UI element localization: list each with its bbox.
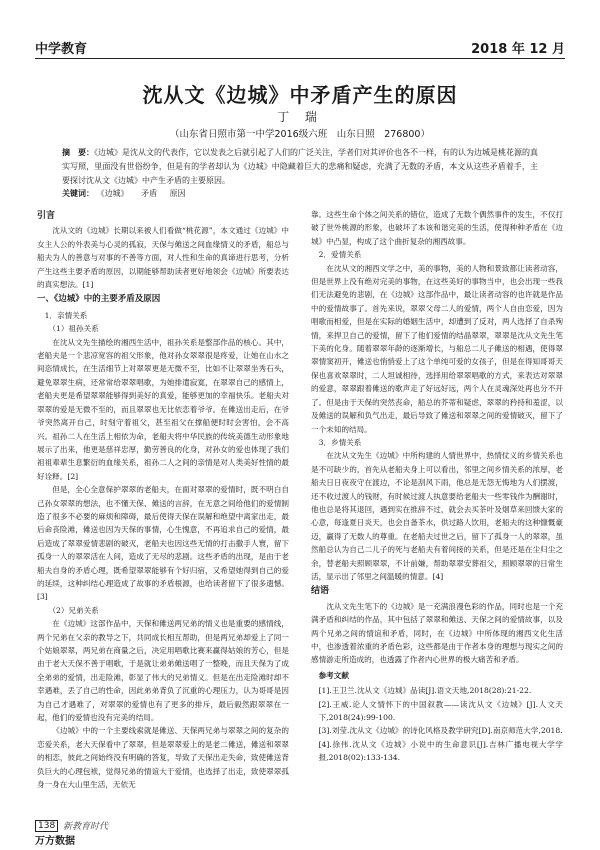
- abstract-text: 《边城》是沈从文的代表作，它以发表之后就引起了人们的广泛关注，学者们对其评价也各不一样，有的认为边城是桃花源的真实写照，里面没有世俗纷争，但是有的学者却认为《边城》中隐藏着巨大的悲痛和疑虑，充满了无数的矛盾，本文从这些矛盾着手，主要探讨沈从文《边城》中产生矛盾的主要原因。: [62, 148, 538, 185]
- body-column-right: [311, 208, 563, 765]
- reference-item: [1].王卫兰.沈从文《边城》品读[J].语文天地,2018(28):21-22.: [318, 686, 532, 696]
- running-header: [35, 38, 565, 59]
- paragraph: 靠。这些生命个体之间关系的错位，造成了无数个偶然事件的发生，不仅打破了世外桃源的形象，也破坏了本该和谐完美的生活，使得种种矛盾在《边城》中凸显，构成了这个曲折复杂的湘西故事。: [311, 210, 563, 246]
- journal-seal: 新教育时代: [63, 822, 109, 832]
- journal-name: 中学教育: [35, 42, 88, 57]
- reference-item: [2].王威.论人文情怀下的中国叙教——读沈从文《边城》[J].人文天下,2018(24):99-100.: [318, 699, 563, 723]
- author-affiliation: （山东省日照市第一中学2016级六班 山东日照 276800）: [170, 129, 430, 140]
- paragraph: 在沈从文的湘西文学之中，美的事物，美的人物和景致都让读者动容，但是世界上没有绝对完美的事物，在这些美好的事物当中，也会出现一些我们无法避免的悲剧，在《边城》这部作品中，最让读者动容的也许就是作品中的爱情故事了。首先来说，翠翠父母二人的爱情，两个人自由恋爱，因为唱歌而相爱，但是在实际的婚姻生活中，却遭到了反对，两人选择了自杀殉情，来捍卫自己的爱情，留下了他们爱情的结晶翠翠，翠翠是沈从文先生笔下美的化身。随着翠翠年龄的逐渐增长，与船总二儿子傩送的相遇，使得翠翠情窦初开，傩送也悄悄爱上了这个单纯可爱的女孩子，但是在得知哥哥天保也喜欢翠翠时，二人坦诚相待，选择用给翠翠唱歌的方式，来表达对翠翠的爱意，翠翠跟着傩送的歌声走了好远好远，两个人在灵魂深处再也分不开了。但是由于天保的突然丧命，船总的芥蒂和疑虑，翠翠的矜持和羞涩，以及傩送的误解和负气出走，最后导致了傩送和翠翠之间的爱情破灭，留下了一个未知的结局。: [311, 263, 563, 434]
- page-number: 138: [35, 820, 58, 832]
- paragraph: 在沈从文先生《边城》中所构建的人情世界中，热情仗义的乡情关系也是不可缺少的，首先从老船夫身上可以看出，邻里之间乡情关系的浓厚，老船夫日日夜夜守在渡边，不论是刮风下雨，他总是无怨无悔地为人们摆渡，还不收过渡人的钱财，有时候过渡人执意要给老船夫一些零钱作为酬谢时，他也总是将其退回，遇到实在推辞不过，就会去买茶叶及烟草来回馈大家的心意，每逢夏日炎天，也会自备茶水，供过路人饮用，老船夫的这种慷慨豪迈，赢得了无数人的尊重。在老船夫过世之后，留下了孤身一人的翠翠，虽然船总认为自己二儿子的死与老船夫有着间接的关系，但是还是在尘归尘之余，替老船夫照顾翠翠，不计前嫌，帮助翠翠安葬祖父，照顾翠翠的日常生活，显示出了邻里之间温暖的情意。[4]: [311, 451, 563, 581]
- keyword: 矛盾: [141, 189, 158, 198]
- page-footer: [35, 820, 235, 847]
- keywords-label: 关键词：: [62, 189, 94, 198]
- section-title: 引言: [37, 211, 56, 221]
- reference-item: [4].徐伟.沈从文《边城》小说中的生命意识[J].吉林广播电视大学学报,2018(02):133-134.: [318, 739, 563, 763]
- reference-item: [3].刘莹.沈从文《边城》的诗化风格及教学研究[D].南京师范大学,2018.: [318, 726, 563, 736]
- paragraph: 《边城》中的一个主要线索就是傩送、天保两兄弟与翠翠之间的复杂的恋爱关系，老大天保看中了翠翠，但是翠翠爱上的是老二傩送，傩送和翠翠的相恋，彼此之间始终没有明确的答复，导致了天保出走失命，致使傩送背负巨大的心理包袱，觉得兄弟的情谊大于爱情，也选择了出走，致使翠翠孤身一身在大山里生活，无依无: [37, 726, 289, 790]
- author-name: 丁 瑞: [277, 110, 323, 124]
- section-heading: 一、《边城》中的主要矛盾及原因: [37, 294, 161, 305]
- subsection-heading: 3．乡情关系: [318, 437, 362, 447]
- subsection-heading: 1．亲情关系: [44, 310, 88, 320]
- subsubsection-heading: （2）兄弟关系: [48, 605, 99, 615]
- subsubsection-heading: （1）祖孙关系: [48, 324, 99, 334]
- paragraph: 沈从文的《边城》长期以来被人们看做“桃花源”，本文通过《边城》中女主人公的外表美与心灵的孤寂，天保与傩送之间血缘情义的矛盾，船总与船夫为人的善意与对事的不善等方面，对人性和生命的真谛进行思考，分析产生这些主要矛盾的原因，以期能够帮助读者更好地领会《边城》所要表达的真实想法。[1]: [37, 226, 289, 290]
- paragraph: 但是，全心全意保护翠翠的老船夫，在面对翠翠的爱情时，既不明白自己孙女翠翠的想法，也不懂天保、傩送的言辞，在无意之间给他们的爱情制造了很多不必要的麻烦和障碍，最后使得天保在误解和绝望中离家出走，最后命丧险滩，傩送也因为天保的事情，心生愧意，不再追求自己的爱情，最后造成了翠翠爱情悲剧的破灭，老船夫也因这些无情的打击撒手人寰，留下孤身一人的翠翠活在人间，造成了无尽的悲剧。这些矛盾的出现，是由于老船夫自身的矛盾心理，既希望翠翠能够有个好归宿，又希望她得到自己的爱的延续，这种纠结心理造成了故事的矛盾根源，也给读者留下了很多遗憾。[3]: [37, 485, 289, 602]
- abstract-label: 摘 要：: [62, 148, 94, 157]
- keyword: 《边城》: [96, 189, 129, 198]
- paragraph: 在《边城》这部作品中，天保和傩送两兄弟的情义也是重要的感情线，两个兄弟在父亲的教导之下，共同成长相互帮助，但是两兄弟却爱上了同一个姑娘翠翠，两兄弟在商量之后，决定用唱歌比赛来赢得姑娘的芳心，但是由于老大天保不善于唱歌，于是就让弟弟傩送唱了一整晚，而且天保为了成全弟弟的爱情，出走险滩，彰显了伟大的兄弟情义。但是在出走险滩时却不幸遇难，丢了自己的性命，因此弟弟背负了沉重的心理压力，认为哥哥是因为自己才遇难了，对翠翠的爱情也有了更多的排斥，最后毅然跟翠翠在一起，他们的爱情也没有完美的结局。: [37, 619, 289, 723]
- subsection-heading: 2．爱情关系: [318, 250, 362, 260]
- paragraph: 在沈从文先生描绘的湘西生活中，祖孙关系是整部作品的核心。其中，老船夫是一个悲凉宽容的祖父形象，他对孙女翠翠很是疼爱，让她在山水之间恣情成长，在生活细节上对翠翠更是无微不至，比如不让翠翠坐秀石头，避免翠翠生病，还常常给翠翠唱歌，为她排遣寂寞，在翠翠自己的感情上，老船夫更是希望翠翠能够得到美好的真爱，能够更加的幸福快乐。老船夫对翠翠的爱是无微不至的，而且翠翠也无比依恋着爷爷。在傩送出走后，在爷爷突然离开自己，时刻守着祖父，甚至祖父在撑船便时时会害怕，会不高兴。祖孙二人在生活上相依为命，老船夫将中华民族的传统美德生动形象地展示了出来，他更是慈祥忠厚，勤劳善良的化身，对孙女的爱也体现了我们祖祖辈辈生息繁衍的血缘关系，祖孙二人之间的亲情是对人类美好性情的最好诠释。[2]: [37, 337, 289, 481]
- abstract: [62, 146, 538, 188]
- references-heading: 参考文献: [318, 670, 349, 680]
- paragraph: 沈从文先生笔下的《边城》是一充满浪漫色彩的作品，同时也是一个充满矛盾和纠结的作品，其中包括了翠翠和傩送、天保之间的爱情故事，以及两个兄弟之间的情谊和矛盾，同时，在《边城》中所体现的湘西文化生活中，也渗透着浓重的矛盾色彩，这些都是由于作者本身的理想与现实之间的感情游走所造成的，也透露了作者内心世界的极大痛苦和矛盾。: [311, 601, 563, 665]
- wanfang-logo: 万方数据: [35, 836, 75, 847]
- body-column-left: [37, 208, 289, 791]
- article-title: 沈从文《边城》中矛盾产生的原因: [142, 83, 458, 107]
- keyword: 原因: [169, 189, 186, 198]
- keywords: [62, 188, 538, 199]
- section-title: 结语: [311, 586, 330, 597]
- issue-date: 2018 年 12 月: [471, 42, 565, 57]
